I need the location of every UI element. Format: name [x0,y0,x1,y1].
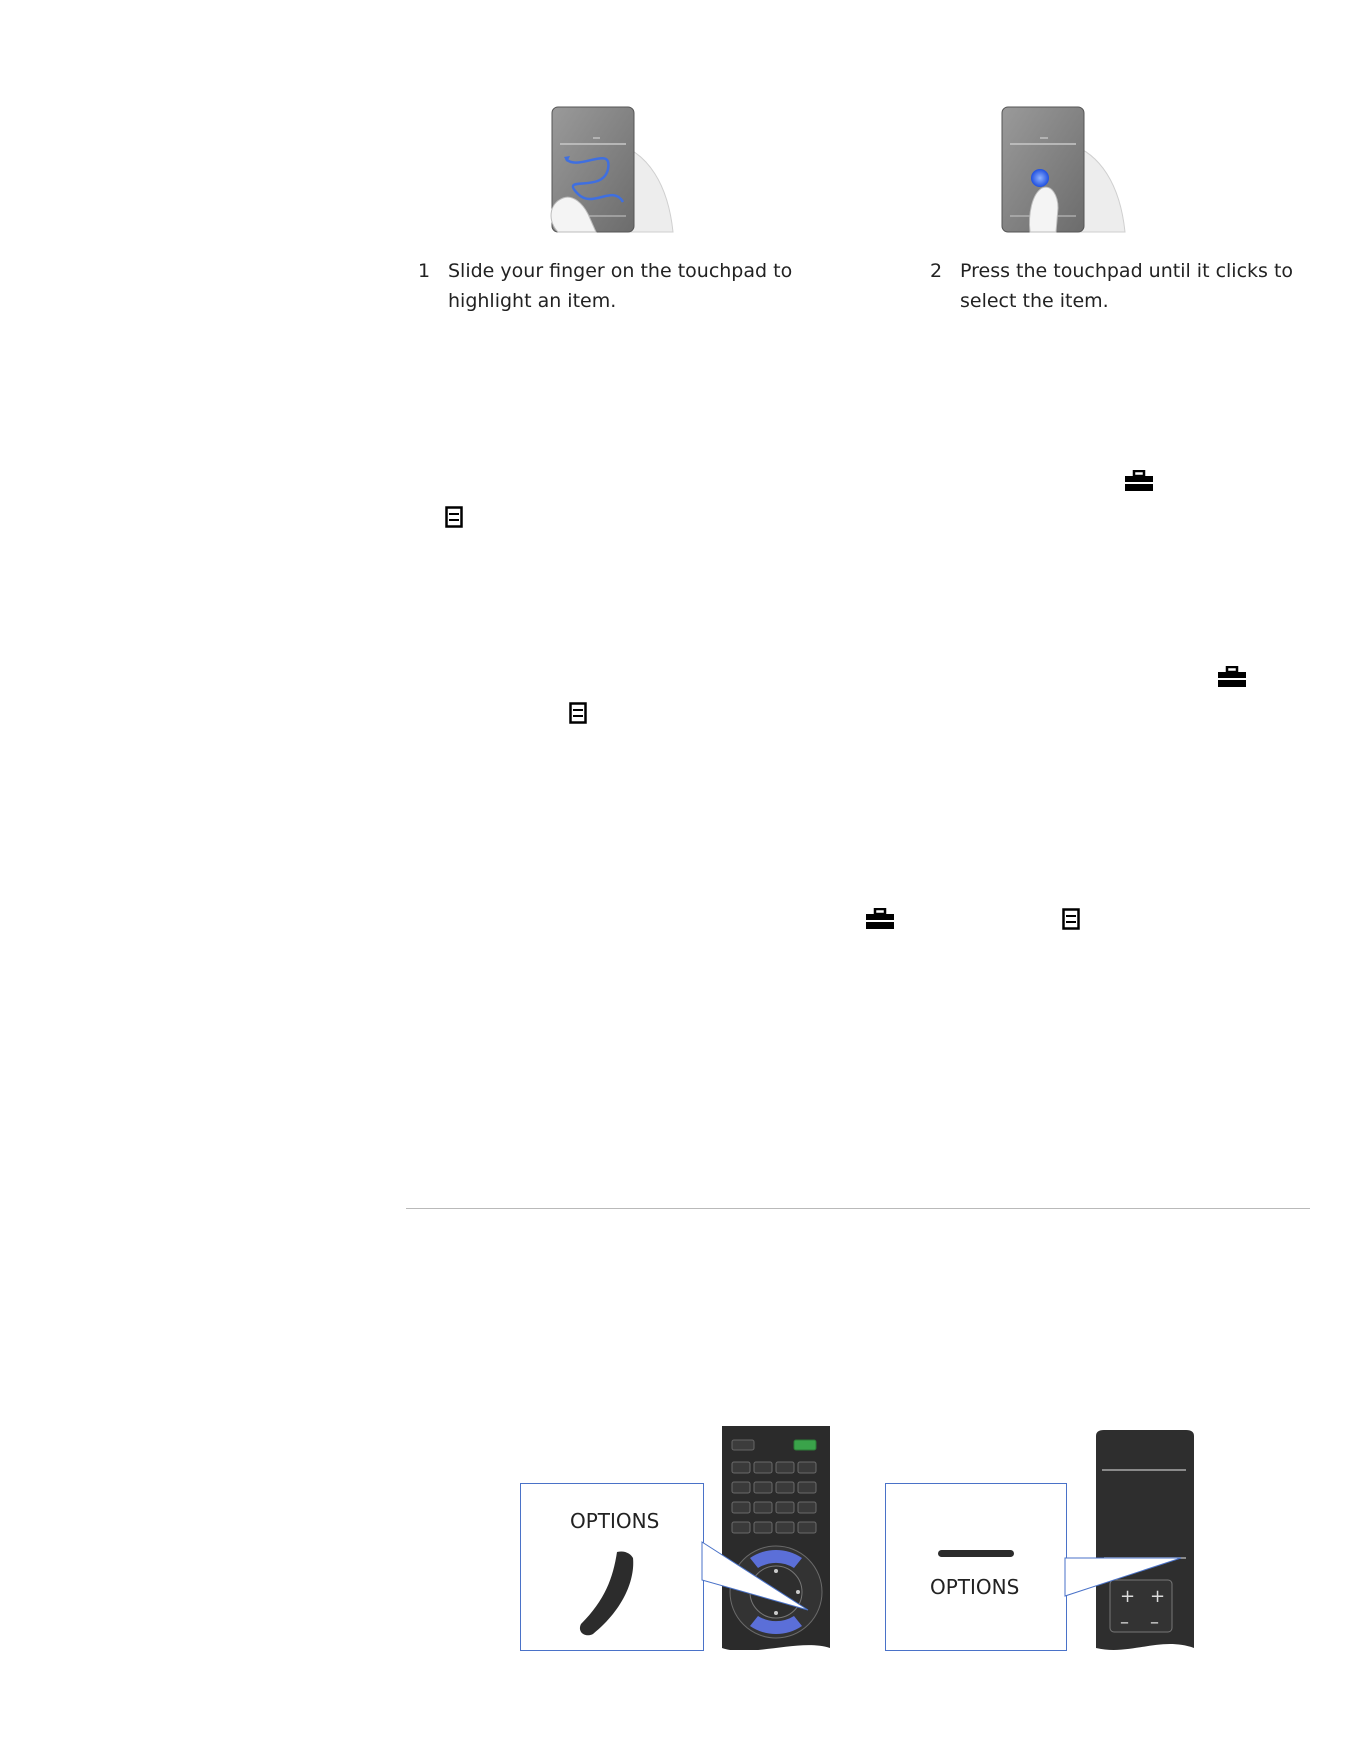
step-text-line2: select the item. [960,290,1109,312]
step-text-line1: Press the touchpad until it clicks to [960,260,1294,282]
list-icon [569,702,587,724]
callout-pointer-touchpad [1063,1550,1183,1600]
options-callout-touchpad [885,1483,1067,1651]
step-2 [930,256,1350,320]
options-button-standard [575,1548,645,1638]
touchpad-remote-illustration [1090,1430,1200,1650]
touchpad-slide-illustration [538,104,678,234]
step-number: 1 [418,260,431,282]
svg-text:+: + [1150,1586,1166,1607]
step-text-line1: Slide your finger on the touchpad to [448,260,793,282]
step-text-line2: highlight an item. [448,290,617,312]
svg-text:–: – [1150,1612,1159,1633]
toolbox-icon [1124,470,1154,492]
svg-text:+: + [1120,1586,1136,1607]
options-label-standard: OPTIONS [570,1509,660,1533]
options-label-touchpad: OPTIONS [930,1575,1020,1599]
step-number: 2 [930,260,943,282]
options-bar-touchpad [938,1550,1014,1557]
svg-text:–: – [1120,1612,1129,1633]
toolbox-icon [865,908,895,930]
callout-pointer-standard [700,1540,810,1640]
list-icon [1062,908,1080,930]
touchpad-press-illustration [990,104,1130,234]
list-icon [445,506,463,528]
step-1 [418,256,818,320]
section-divider [406,1208,1310,1209]
toolbox-icon [1217,666,1247,688]
